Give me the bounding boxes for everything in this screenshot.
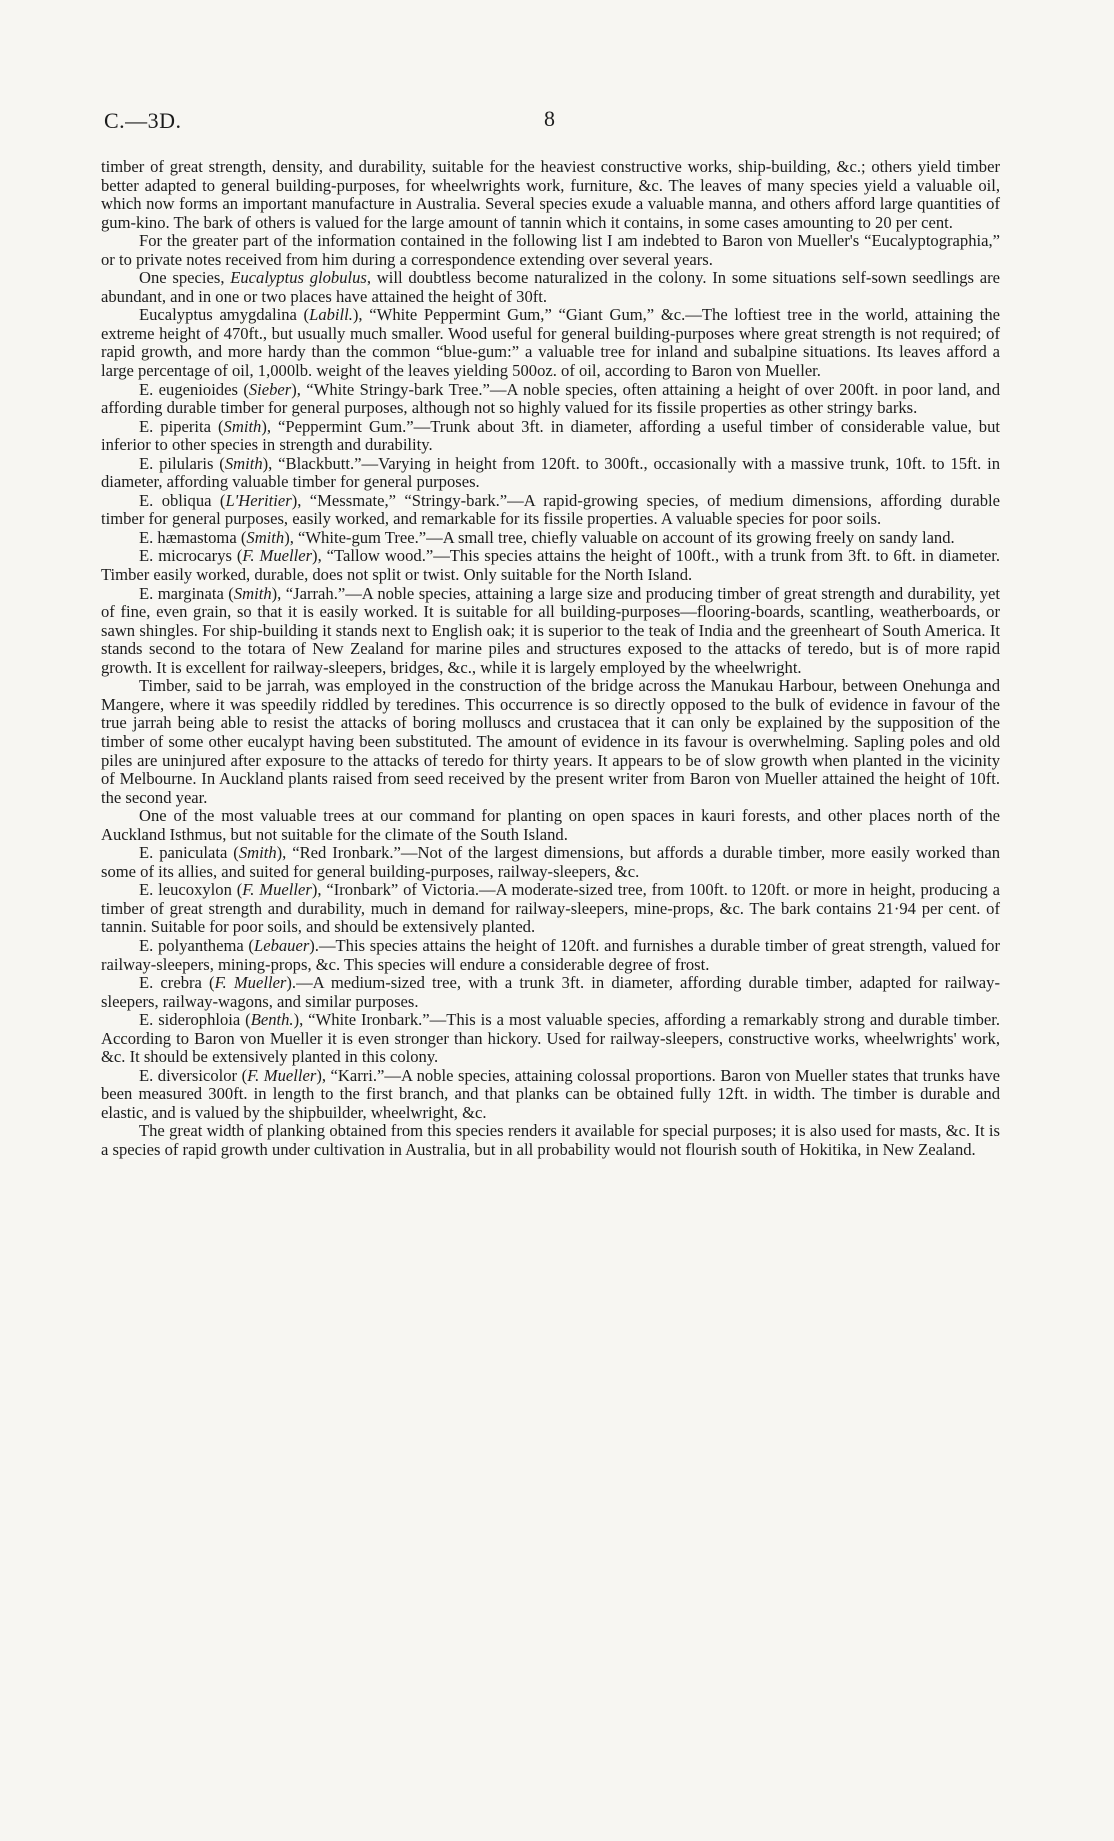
paragraph: E. diversicolor (F. Mueller), “Karri.”—A noble species, attaining colossal proportions. Baron von Mueller states that trunks have been measured 300ft. in length to the first branch, and that planks can be obtained fully 12ft. in width. The timber is durable and elastic, and is valued by the shipbuilder, wheelwright, &c. xyxy=(101,1065,1000,1122)
authority-name: Smith xyxy=(223,416,262,436)
paragraph: Timber, said to be jarrah, was employed in the construction of the bridge across the Manukau Harbour, between Onehunga and Mangere, where it was speedily riddled by teredines. This occurrence is so directly opposed to the bulk of evidence in favour of the true jarrah being able to resist the attacks of boring molluscs and crustacea that it can only be explained by the supposition of the timber of some other eucalypt having been substituted. The amount of evidence in its favour is overwhelming. Sapling poles and old piles are uninjured after exposure to the attacks of teredo for thirty years. It appears to be of slow growth when planted in the vicinity of Melbourne. In Auckland plants raised from seed received by the present writer from Baron von Mueller attained the height of 10ft. the second year. xyxy=(101,676,1000,807)
paragraph: E. microcarys (F. Mueller), “Tallow wood.”—This species attains the height of 100ft., with a trunk from 3ft. to 6ft. in diameter. Timber easily worked, durable, does not split or twist. Only suitable for the North Island. xyxy=(101,546,1001,585)
paragraph: E. eugenioides (Sieber), “White Stringy-bark Tree.”—A noble species, often attaining a height of over 200ft. in poor land, and affording durable timber for general purposes, although not so highly valued for its fissile properties as other stringy barks. xyxy=(101,379,1000,418)
authority-name: F. Mueller xyxy=(242,546,313,566)
paragraph: Eucalyptus amygdalina (Labill.), “White Peppermint Gum,” “Giant Gum,” &c.—The loftiest tree in the world, attaining the extreme height of 470ft., but usually much smaller. Wood useful for general building-purposes where great strength is not required; of rapid growth, and more hardy than the common “blue-gum:” a valuable tree for inland and subalpine situations. Its leaves afford a large percentage of oil, 1,000lb. weight of the leaves yielding 500oz. of oil, according to Baron von Mueller. xyxy=(101,305,1000,381)
paragraph: For the greater part of the information contained in the following list I am indebted to Baron von Mueller's “Eucalyptographia,” or to private notes received from him during a correspondence extending over several years. xyxy=(101,231,1000,269)
authority-name: Smith xyxy=(246,527,285,547)
paragraph: E. obliqua (L'Heritier), “Messmate,” “Stringy-bark.”—A rapid-growing species, of medium dimensions, affording durable timber for general purposes, easily worked, and remarkable for its fissile properties. A valuable species for poor soils. xyxy=(101,490,1000,529)
authority-name: F. Mueller xyxy=(242,880,312,900)
paragraph: E. polyanthema (Lebauer).—This species attains the height of 120ft. and furnishes a durable timber of great strength, valued for railway-sleepers, mining-props, &c. This species will endure a considerable degree of frost. xyxy=(101,935,1000,974)
paragraph: The great width of planking obtained from this species renders it available for special purposes; it is also used for masts, &c. It is a species of rapid growth under cultivation in Australia, but in all probability would not flourish south of Hokitika, in New Zealand. xyxy=(101,1121,1000,1159)
paragraph: E. leucoxylon (F. Mueller), “Ironbark” of Victoria.—A moderate-sized tree, from 100ft. to 120ft. or more in height, producing a timber of great strength and durability, much in demand for railway-sleepers, mine-props, &c. The bark contains 21·94 per cent. of tannin. Suitable for poor soils, and should be extensively planted. xyxy=(101,880,1000,937)
paragraph: timber of great strength, density, and durability, suitable for the heaviest constructive works, ship-building, &c.; others yield timber better adapted to general building-purposes, for wheelwrights work, furniture, &c. The leaves of many species yield a valuable oil, which now forms an important manufacture in Australia. Several species exude a valuable manna, and others afford large quantities of gum-kino. The bark of others is valued for the large amount of tannin which it contains, in some cases amounting to 20 per cent. xyxy=(101,157,1000,232)
paragraph: E. pilularis (Smith), “Blackbutt.”—Varying in height from 120ft. to 300ft., occasionally with a massive trunk, 10ft. to 15ft. in diameter, affording valuable timber for general purposes. xyxy=(101,453,1000,492)
authority-name: Labill. xyxy=(309,305,353,325)
paragraph: One species, Eucalyptus globulus, will doubtless become naturalized in the colony. In some situations self-sown seedlings are abundant, and in one or two places have attained the height of 30ft. xyxy=(101,268,1000,306)
authority-name: Smith xyxy=(238,843,277,863)
paragraph: E. piperita (Smith), “Peppermint Gum.”—Trunk about 3ft. in diameter, affording a useful timber of considerable value, but inferior to other species in strength and durability. xyxy=(101,416,1000,455)
authority-name: Smith xyxy=(224,453,263,473)
paragraph: E. siderophloia (Benth.), “White Ironbark.”—This is a most valuable species, affording a remarkably strong and durable timber. According to Baron von Mueller it is even stronger than hickory. Used for railway-sleepers, constructive works, wheelwrights' work, &c. It should be extensively planted in this colony. xyxy=(101,1010,1000,1067)
authority-name: Sieber xyxy=(248,379,292,399)
species-name: Eucalyptus globulus xyxy=(230,268,367,288)
page-number: 8 xyxy=(544,106,555,131)
paragraph: E. marginata (Smith), “Jarrah.”—A noble species, attaining a large size and producing timber of great strength and durability, yet of fine, even grain, so that it is easily worked. It is suitable for all building-purposes—flooring-boards, scantling, weatherboards, or sawn shingles. For ship-building it stands next to English oak; it is superior to the teak of India and the greenheart of South America. It stands second to the totara of New Zealand for marine piles and structures exposed to the attacks of teredo, but is of more rapid growth. It is excellent for railway-sleepers, bridges, &c., while it is largely employed by the wheelwright. xyxy=(101,583,1000,677)
authority-name: Lebauer xyxy=(253,935,310,955)
authority-name: F. Mueller xyxy=(247,1065,317,1085)
paragraph: E. hæmastoma (Smith), “White-gum Tree.”—A small tree, chiefly valuable on account of its growing freely on sandy land. xyxy=(139,527,955,547)
page-header xyxy=(104,108,1000,138)
paragraph: E. paniculata (Smith), “Red Ironbark.”—Not of the largest dimensions, but affords a durable timber, more easily worked than some of its allies, and suited for general building-purposes, railway-sleepers, &c. xyxy=(101,843,1000,881)
authority-name: Smith xyxy=(233,583,272,603)
document-reference: C.—3D. xyxy=(104,108,182,133)
paragraph: One of the most valuable trees at our command for planting on open spaces in kauri forests, and other places north of the Auckland Isthmus, but not suitable for the climate of the South Island. xyxy=(101,806,1000,844)
paragraph: E. crebra (F. Mueller).—A medium-sized tree, with a trunk 3ft. in diameter, affording durable timber, adapted for railway-sleepers, railway-wagons, and similar purposes. xyxy=(101,973,1000,1011)
body-text xyxy=(101,158,1000,1160)
authority-name: Benth. xyxy=(250,1010,294,1030)
authority-name: F. Mueller xyxy=(214,973,287,993)
authority-name: L'Heritier xyxy=(225,490,292,510)
